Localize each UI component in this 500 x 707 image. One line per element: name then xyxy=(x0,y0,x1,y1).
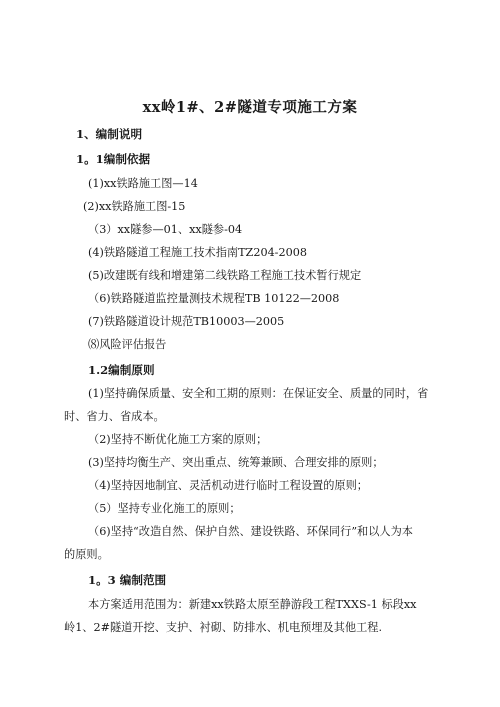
scope-paragraph-line: 本方案适用范围为：新建xx铁路太原至静游段工程TXXS-1 标段xx xyxy=(88,598,417,611)
principle-item: (3)坚持均衡生产、突出重点、统筹兼顾、合理安排的原则； xyxy=(88,456,384,469)
principle-item: （6)坚持“改造自然、保护自然、建设铁路、环保同行”和以人为本 xyxy=(88,525,413,538)
principle-item-continuation: 时、省力、省成本。 xyxy=(64,410,165,423)
principle-item-continuation: 的原则。 xyxy=(64,548,109,561)
basis-item: (1)xx铁路施工图—14 xyxy=(88,177,198,190)
section-heading-1-1: 1。1编制依据 xyxy=(76,152,151,166)
basis-item: （6)铁路隧道监控量测技术规程TB 10122—2008 xyxy=(88,292,340,305)
section-heading-1: 1、编制说明 xyxy=(76,127,143,141)
basis-item: (5)改建既有线和增建第二线铁路工程施工技术暂行规定 xyxy=(88,269,362,282)
principle-item: （4)坚持因地制宜、灵活机动进行临时工程设置的原则； xyxy=(88,479,368,492)
basis-item: (4)铁路隧道工程施工技术指南TZ204-2008 xyxy=(88,246,307,259)
principle-item: （2)坚持不断优化施工方案的原则； xyxy=(88,433,268,446)
basis-item: ⑻风险评估报告 xyxy=(88,338,167,351)
principle-item: (1)坚持确保质量、安全和工期的原则：在保证安全、质量的同时，省 xyxy=(88,387,429,400)
basis-item: (7)铁路隧道设计规范TB10003—2005 xyxy=(88,315,285,328)
document-title: xx岭1#、2#隧道专项施工方案 xyxy=(142,99,358,116)
principle-item: （5）坚持专业化施工的原则； xyxy=(88,502,241,515)
scope-paragraph-line: 岭1、2#隧道开挖、支护、衬砌、防排水、机电预埋及其他工程. xyxy=(64,621,383,634)
basis-item: （3）xx隧参—01、xx隧参-04 xyxy=(88,223,243,236)
section-heading-1-3: 1。3 编制范围 xyxy=(88,573,167,587)
section-heading-1-2: 1.2编制原则 xyxy=(88,363,155,377)
basis-item: (2)xx铁路施工图-15 xyxy=(83,200,186,213)
